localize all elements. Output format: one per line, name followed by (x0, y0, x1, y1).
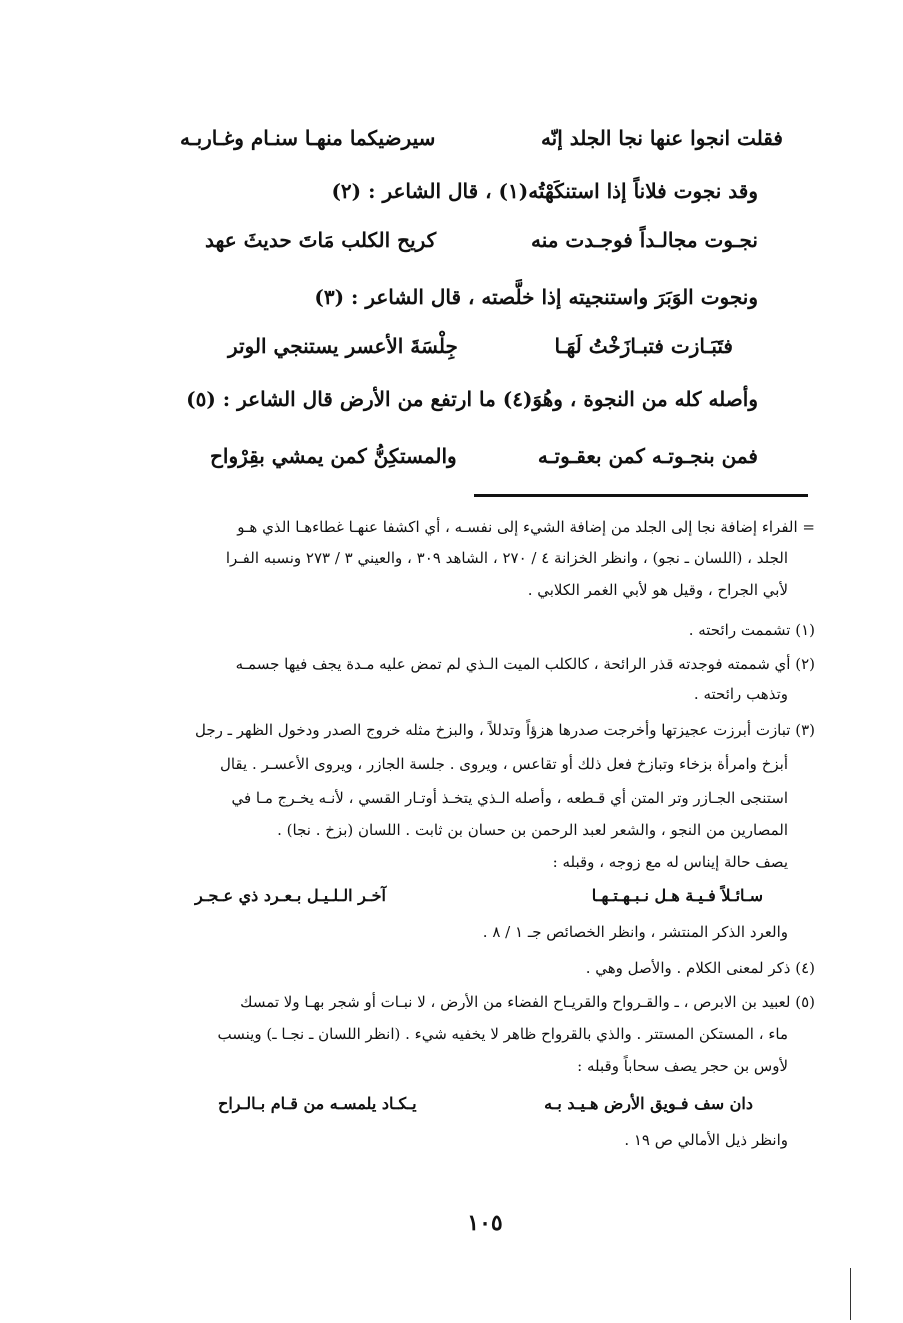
footnote-separator (474, 494, 808, 497)
scan-edge-mark (850, 1268, 851, 1320)
footnote-continued-line-1: = الفراء إضافة نجا إلى الجلد من إضافة الشيء إلى نفسـه ، أي اكشفا عنهـا غطاءهـا الذي هـو (237, 518, 815, 536)
main-line-3: ونجوت الوَبَرَ واستنجيته إذا خلَّصته ، قال الشاعر : (٣) (314, 285, 758, 309)
footnote-5-line-4: وانظر ذيل الأمالي ص ١٩ . (624, 1131, 788, 1149)
footnote-5-line-1: (٥) لعبيد بن الابرص ، ـ والقـرواح والقريـاح الفضاء من الأرض ، لا نبـات أو شجر بهـا ولا تمسك (240, 993, 815, 1011)
footnote-2-line-2: وتذهب رائحته . (693, 685, 788, 703)
verse-3-second-hemistich: جِلْسَةَ الأعسر يستنجي الوتر (228, 334, 458, 358)
footnote-3-line-6: والعرد الذكر المنتشر ، وانظر الخصائص جـ ١ / ٨ . (482, 923, 788, 941)
footnote-3-line-5: يصف حالة إيناس له مع زوجه ، وقبله : (552, 853, 788, 871)
footnote-continued-line-3: لأبي الجراح ، وقيل هو لأبي الغمر الكلابي . (527, 581, 788, 599)
verse-2-first-hemistich: نجـوت مجالـداً فوجـدت منه (530, 228, 758, 252)
footnote-5-verse-second-hemistich: يـكـاد يلمسـه من قـام بـالـراح (218, 1094, 417, 1113)
footnote-3-verse-first-hemistich: سـائـلاً فـيـة هـل نـبـهـتـهـا (591, 886, 763, 905)
main-line-4: وأصله كله من النجوة ، وهُوَ(٤) ما ارتفع من الأرض قال الشاعر : (٥) (186, 387, 758, 411)
footnote-3-verse-second-hemistich: آخـر الـلـيـل بـعـرد ذي عـجـر (195, 886, 386, 905)
verse-4-first-hemistich: فمن بنجـوتـه كمن بعقـوتـه (537, 444, 758, 468)
main-line-2: وقد نجوت فلاناً إذا استنكَهْتُه(١) ، قال الشاعر : (٢) (331, 179, 758, 203)
verse-4-second-hemistich: والمستكِنُّ كمن يمشي بقِرْواح (210, 444, 457, 468)
footnote-4: (٤) ذكر لمعنى الكلام . والأصل وهي . (585, 959, 815, 977)
page-number: ١٠٥ (467, 1210, 503, 1236)
footnote-continued-line-2: الجلد ، (اللسان ـ نجو) ، وانظر الخزانة ٤ / ٢٧٠ ، الشاهد ٣٠٩ ، والعيني ٣ / ٢٧٣ ونسبه الفـرا (225, 549, 788, 567)
verse-2-second-hemistich: كريح الكلب مَاتَ حديثَ عهد (205, 228, 437, 252)
verse-1-second-hemistich: سيرضيكما منهـا سنـام وغـاربـه (180, 126, 436, 150)
footnote-3-line-1: (٣) تبازت أبرزت عجيزتها وأخرجت صدرها هزؤاً وتدللاً ، والبزخ مثله خروج الصدر ودخول الظهر ـ رجل (194, 721, 815, 739)
footnote-2-line-1: (٢) أي شممته فوجدته قذر الرائحة ، كالكلب الميت الـذي لم تمض عليه مـدة يجف فيها جسمـه (235, 655, 815, 673)
footnote-5-verse-first-hemistich: دان سف فـويق الأرض هـيـد بـه (544, 1094, 753, 1113)
footnote-1: (١) تشممت رائحته . (688, 621, 815, 639)
footnote-5-line-2: ماء ، المستكن المستتر . والذي بالقرواح ظاهر لا يخفيه شيء . (انظر اللسان ـ نجـا ـ) وينسب (217, 1025, 788, 1043)
footnote-5-line-3: لأوس بن حجر يصف سحاباً وقبله : (577, 1057, 788, 1075)
footnote-3-line-4: المصارين من النجو ، والشعر لعبد الرحمن بن حسان بن ثابت . اللسان (بزخ . نجا) . (277, 821, 788, 839)
verse-3-first-hemistich: فتَبَـازت فتبـازَخْتُ لَهَـا (554, 334, 733, 358)
footnote-3-line-3: استنجى الجـازر وتر المتن أي قـطعه ، وأصله الـذي يتخـذ أوتـار القسي ، لأنـه يخـرج مـا في (231, 789, 788, 807)
verse-1-first-hemistich: فقلت انجوا عنها نجا الجلد إنّه (540, 126, 783, 150)
footnote-3-line-2: أبزخ وامرأة بزخاء وتبازخ فعل ذلك أو تقاعس ، ويروى . جلسة الجازر ، ويروى الأعسـر . يقال (219, 755, 788, 773)
